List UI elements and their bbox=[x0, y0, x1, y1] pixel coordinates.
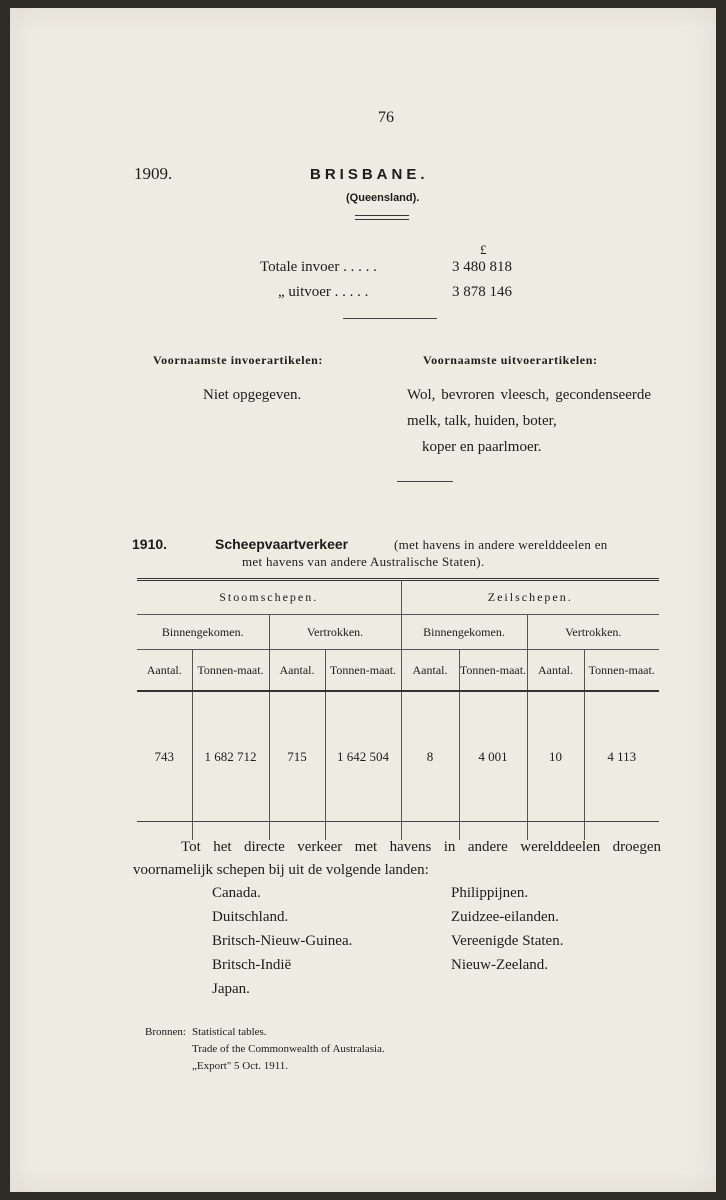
shipping-table bbox=[137, 580, 659, 840]
exports-heading: Voornaamste uitvoerartikelen: bbox=[423, 353, 598, 367]
col-header: Aantal. bbox=[401, 650, 459, 692]
double-rule-bottom bbox=[355, 219, 409, 220]
imports-text: Niet opgegeven. bbox=[203, 387, 302, 403]
import-total-label: Totale invoer . . . . . bbox=[260, 259, 377, 275]
col-header: Tonnen-maat. bbox=[325, 650, 401, 692]
double-rule-top bbox=[355, 215, 409, 216]
source-line: Statistical tables. bbox=[192, 1026, 267, 1038]
sub-header-sail-out: Vertrokken. bbox=[527, 615, 659, 650]
col-header: Aantal. bbox=[269, 650, 325, 692]
exports-text-1: Wol, bevroren vleesch, gecondenseerde melk, talk, huiden, boter, bbox=[407, 387, 651, 429]
col-header: Tonnen-maat. bbox=[192, 650, 269, 692]
shipping-title: Scheepvaartverkeer bbox=[215, 536, 349, 552]
table-cell: 715 bbox=[269, 691, 325, 840]
sources-label: Bronnen: bbox=[145, 1026, 186, 1038]
imports-heading: Voornaamste invoerartikelen: bbox=[153, 353, 323, 367]
table-row bbox=[137, 691, 659, 840]
col-header: Aantal. bbox=[527, 650, 584, 692]
export-total-value: 3 878 146 bbox=[452, 284, 512, 300]
document-page bbox=[10, 8, 716, 1192]
country-right: Nieuw-Zeeland. bbox=[451, 957, 549, 973]
group-header-sail: Zeilschepen. bbox=[401, 580, 659, 615]
shipping-subtitle-1: (met havens in andere werelddeelen en bbox=[394, 537, 608, 552]
separator-rule bbox=[343, 318, 437, 319]
page-number: 76 bbox=[378, 109, 394, 126]
col-header: Tonnen-maat. bbox=[459, 650, 527, 692]
table-cell: 1 682 712 bbox=[192, 691, 269, 840]
country-right: Vereenigde Staten. bbox=[451, 933, 564, 949]
year-1910: 1910. bbox=[132, 536, 168, 552]
country-left: Britsch-Nieuw-Guinea. bbox=[212, 933, 353, 949]
table-cell: 1 642 504 bbox=[325, 691, 401, 840]
region-subtitle: (Queensland). bbox=[346, 192, 420, 204]
city-title: BRISBANE. bbox=[310, 166, 429, 183]
exports-text-2: koper en paarlmoer. bbox=[422, 439, 542, 455]
separator-rule-2 bbox=[397, 481, 453, 482]
country-right: Zuidzee-eilanden. bbox=[451, 909, 559, 925]
source-line: „Export" 5 Oct. 1911. bbox=[192, 1060, 289, 1072]
country-right: Philippijnen. bbox=[451, 885, 529, 901]
sub-header-steam-in: Binnengekomen. bbox=[137, 615, 269, 650]
country-left: Duitschland. bbox=[212, 909, 289, 925]
table-cell: 4 001 bbox=[459, 691, 527, 840]
country-left: Britsch-Indië bbox=[212, 957, 292, 973]
currency-symbol: £ bbox=[480, 242, 487, 257]
shipping-subtitle-2: met havens van andere Australische Staten). bbox=[242, 554, 485, 569]
year-1909: 1909. bbox=[134, 164, 173, 183]
table-bottom-rule bbox=[137, 821, 659, 822]
col-header: Aantal. bbox=[137, 650, 192, 692]
table-cell: 10 bbox=[527, 691, 584, 840]
import-total-value: 3 480 818 bbox=[452, 259, 512, 275]
table-cell: 8 bbox=[401, 691, 459, 840]
table-cell: 743 bbox=[154, 749, 174, 764]
sub-header-steam-out: Vertrokken. bbox=[269, 615, 401, 650]
group-header-steam: Stoomschepen. bbox=[137, 580, 401, 615]
export-total-label: „ uitvoer . . . . . bbox=[278, 284, 369, 300]
country-left: Japan. bbox=[212, 981, 250, 997]
country-left: Canada. bbox=[212, 885, 261, 901]
col-header: Tonnen-maat. bbox=[584, 650, 659, 692]
trade-paragraph: Tot het directe verkeer met havens in andere werelddeelen droegen voornamelijk schepen bij uit de volgende landen: bbox=[133, 839, 661, 878]
source-line: Trade of the Commonwealth of Australasia. bbox=[192, 1043, 385, 1055]
sub-header-sail-in: Binnengekomen. bbox=[401, 615, 527, 650]
table-cell: 4 113 bbox=[584, 691, 659, 840]
